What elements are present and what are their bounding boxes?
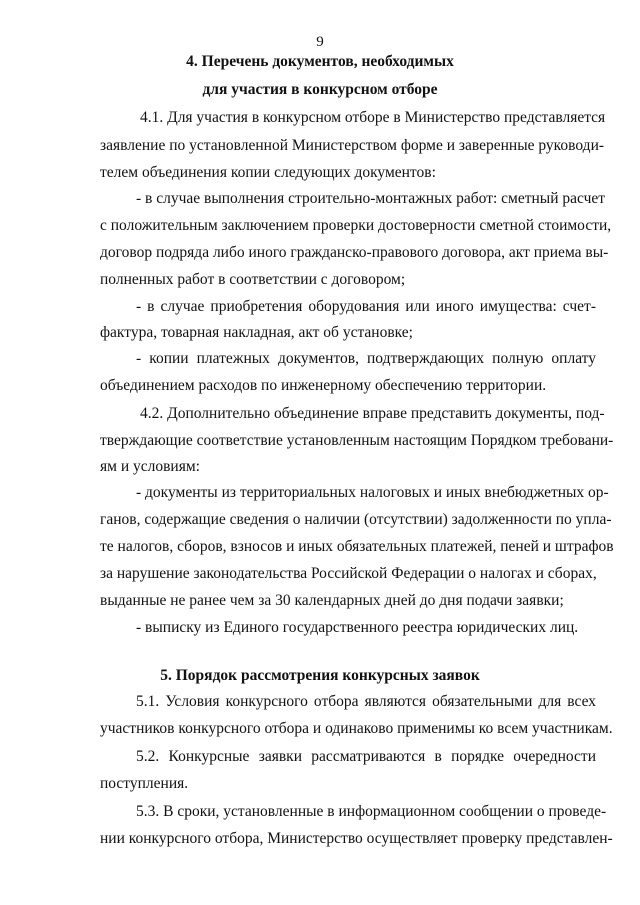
paragraph-line: ям и условиям: — [100, 458, 200, 475]
list-item-line: объединением расходов по инженерному обеспечению территории. — [100, 377, 547, 394]
list-item-line: те налогов, сборов, взносов и иных обязательных платежей, пеней и штрафов — [100, 538, 614, 555]
paragraph-line: тверждающие соответствие установленным настоящим Порядком требовани- — [100, 432, 614, 449]
list-item-line: фактура, товарная накладная, акт об установке; — [100, 324, 413, 341]
paragraph-line: 5.1. Условия конкурсного отбора являются обязательными для всех — [136, 693, 596, 710]
paragraph-line: участников конкурсного отбора и одинаково применимы ко всем участникам. — [100, 720, 613, 737]
list-item-line: за нарушение законодательства Российской Федерации о налогах и сборах, — [100, 565, 597, 582]
list-item-line: - документы из территориальных налоговых и иных внебюджетных ор- — [136, 484, 609, 501]
paragraph-line: нии конкурсного отбора, Министерство осуществляет проверку представлен- — [100, 830, 613, 847]
section-4-heading-line-2: для участия в конкурсном отборе — [202, 81, 438, 98]
list-item-line: - в случае приобретения оборудования или иного имущества: счет- — [136, 298, 596, 315]
paragraph-line: 4.2. Дополнительно объединение вправе представить документы, под- — [140, 405, 605, 422]
section-4-heading-line-1: 4. Перечень документов, необходимых — [186, 53, 454, 70]
list-item-line: выданные не ранее чем за 30 календарных дней до дня подачи заявки; — [100, 592, 564, 609]
list-item-line: договор подряда либо иного гражданско-правового договора, акт приема вы- — [100, 244, 609, 261]
paragraph-line: телем объединения копии следующих документов: — [100, 164, 436, 181]
paragraph-line: 5.2. Конкурсные заявки рассматриваются в порядке очередности — [136, 748, 596, 765]
paragraph-line: 4.1. Для участия в конкурсном отборе в Министерство представляется — [140, 109, 606, 126]
list-item-line: полненных работ в соответствии с договором; — [100, 271, 406, 288]
list-item-line: - выписку из Единого государственного реестра юридических лиц. — [136, 619, 579, 636]
list-item-line: ганов, содержащие сведения о наличии (отсутствии) задолженности по упла- — [100, 511, 612, 528]
paragraph-line: заявление по установленной Министерством форме и заверенные руководи- — [100, 137, 605, 154]
paragraph-line: поступления. — [100, 775, 189, 792]
list-item-line: с положительным заключением проверки достоверности сметной стоимости, — [100, 217, 612, 234]
section-5-heading: 5. Порядок рассмотрения конкурсных заявок — [160, 667, 480, 684]
list-item-line: - в случае выполнения строительно-монтажных работ: сметный расчет — [136, 190, 606, 207]
list-item-line: - копии платежных документов, подтверждающих полную оплату — [136, 350, 596, 367]
page-number: 9 — [316, 34, 324, 50]
paragraph-line: 5.3. В сроки, установленные в информационном сообщении о проведе- — [136, 803, 607, 820]
